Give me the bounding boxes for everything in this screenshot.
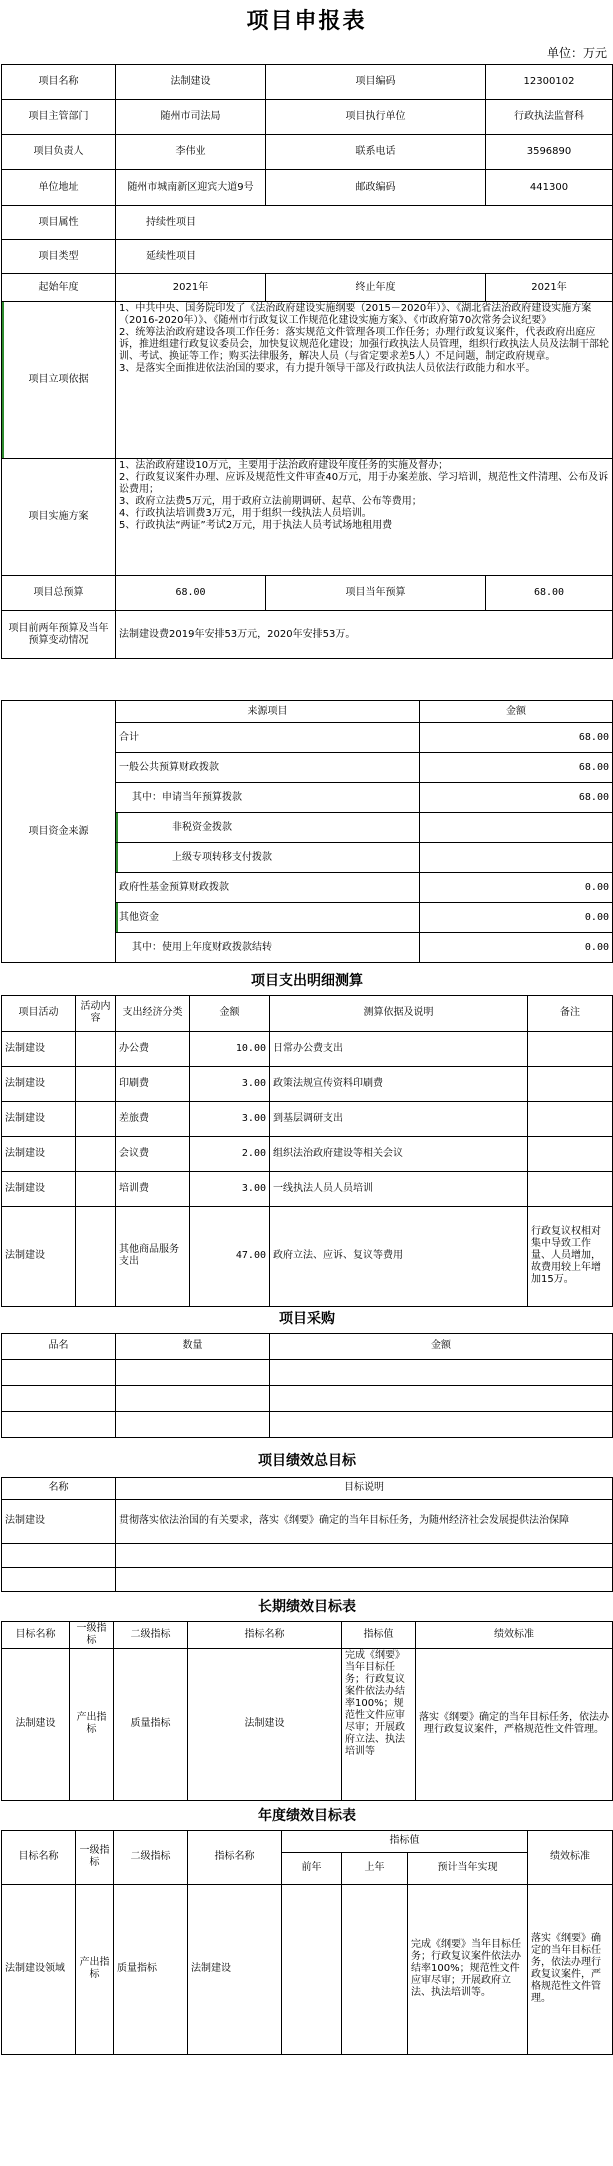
funds-label: 项目资金来源	[2, 701, 116, 963]
purchase-header: 品名	[2, 1333, 116, 1359]
attr-value: 持续性项目	[116, 206, 613, 240]
funds-row: 其中：使用上年度财政拨款结转	[116, 933, 420, 963]
expense-cls: 培训费	[116, 1171, 190, 1206]
expense-cls: 会议费	[116, 1136, 190, 1171]
funds-amount-header: 金额	[420, 701, 613, 723]
longterm-value: 完成《纲要》当年目标任务；行政复议案件依法办结率100%；规范性文件应审尽审；开展政府立法、执法培训等	[342, 1648, 416, 1800]
change-label: 项目前两年预算及当年预算变动情况	[2, 611, 116, 659]
expense-cls: 办公费	[116, 1031, 190, 1066]
project-code-label: 项目编码	[266, 65, 486, 100]
purchase-title: 项目采购	[279, 1310, 336, 1327]
perf-header: 目标说明	[116, 1477, 613, 1499]
expense-basis: 到基层调研支出	[270, 1101, 528, 1136]
change-text: 法制建设费2019年安排53万元，2020年安排53万。	[116, 611, 613, 659]
expense-basis: 政府立法、应诉、复议等费用	[270, 1206, 528, 1306]
perf-desc: 贯彻落实依法治国的有关要求，落实《纲要》确定的当年目标任务，为随州经济社会发展提供法治保障	[116, 1499, 613, 1543]
unit-label: 单位：万元	[546, 46, 607, 60]
funds-amount: 68.00	[420, 723, 613, 753]
type-label: 项目类型	[2, 240, 116, 274]
annual-table	[1, 1802, 613, 2055]
start-value: 2021年	[116, 274, 266, 302]
table-row	[2, 1543, 613, 1567]
annual-header: 一级指标	[76, 1830, 114, 1884]
table-row	[2, 1385, 613, 1411]
funds-row: 上级专项转移支付拨款	[116, 843, 420, 873]
funds-amount: 68.00	[420, 783, 613, 813]
table-row	[2, 1101, 613, 1136]
longterm-lv2: 质量指标	[114, 1648, 188, 1800]
expense-amount: 3.00	[190, 1171, 270, 1206]
expense-amount: 2.00	[190, 1136, 270, 1171]
basis-label: 项目立项依据	[2, 302, 116, 459]
project-name: 法制建设	[116, 65, 266, 100]
expense-act: 法制建设	[2, 1101, 76, 1136]
annual-header: 二级指标	[114, 1830, 188, 1884]
funds-row: 非税资金拨款	[116, 813, 420, 843]
expense-header: 项目活动	[2, 995, 76, 1031]
funds-amount	[420, 843, 613, 873]
funds-row: 其他资金	[116, 903, 420, 933]
longterm-header: 指标值	[342, 1621, 416, 1648]
annual-lv1: 产出指标	[76, 1884, 114, 2054]
funds-row: 一般公共预算财政拨款	[116, 753, 420, 783]
expense-content	[76, 1206, 116, 1306]
longterm-table	[1, 1593, 613, 1801]
postcode-value: 441300	[486, 170, 613, 206]
table-row	[2, 1567, 613, 1591]
annual-expect: 完成《纲要》当年目标任务；行政复议案件依法办结率100%；规范性文件应审尽审；开展政府立法、执法培训等。	[408, 1884, 528, 2054]
expense-content	[76, 1171, 116, 1206]
expense-act: 法制建设	[2, 1171, 76, 1206]
exec-label: 项目执行单位	[266, 100, 486, 135]
funds-row: 其中：申请当年预算拨款	[116, 783, 420, 813]
annual-prev2	[282, 1884, 342, 2054]
longterm-std: 落实《纲要》确定的当年目标任务，依法办理行政复议案件，严格规范性文件管理。	[416, 1648, 613, 1800]
expense-note	[528, 1136, 613, 1171]
expense-header: 支出经济分类	[116, 995, 190, 1031]
expense-header: 备注	[528, 995, 613, 1031]
annual-header: 绩效标准	[528, 1830, 613, 1884]
attr-label: 项目属性	[2, 206, 116, 240]
phone-value: 3596890	[486, 135, 613, 170]
funds-row: 合计	[116, 723, 420, 753]
table-row	[2, 1031, 613, 1066]
expense-content	[76, 1136, 116, 1171]
expense-act: 法制建设	[2, 1031, 76, 1066]
expense-amount: 10.00	[190, 1031, 270, 1066]
address-value: 随州市城南新区迎宾大道9号	[116, 170, 266, 206]
purchase-header: 数量	[116, 1333, 270, 1359]
dept-label: 项目主管部门	[2, 100, 116, 135]
annual-header: 前年	[282, 1852, 342, 1884]
expense-amount: 3.00	[190, 1066, 270, 1101]
annual-title: 年度绩效目标表	[258, 1807, 356, 1824]
end-value: 2021年	[486, 274, 613, 302]
expense-title: 项目支出明细测算	[251, 972, 364, 989]
perf-name: 法制建设	[2, 1499, 116, 1543]
funds-amount: 68.00	[420, 753, 613, 783]
longterm-lv1: 产出指标	[70, 1648, 114, 1800]
annual-indicator: 法制建设	[188, 1884, 282, 2054]
annual-header: 指标值	[282, 1830, 528, 1852]
table-row	[2, 1359, 613, 1385]
expense-note	[528, 1171, 613, 1206]
expense-basis: 组织法治政府建设等相关会议	[270, 1136, 528, 1171]
expense-table	[1, 967, 613, 1307]
expense-basis: 日常办公费支出	[270, 1031, 528, 1066]
longterm-header: 绩效标准	[416, 1621, 613, 1648]
start-label: 起始年度	[2, 274, 116, 302]
project-name-label: 项目名称	[2, 65, 116, 100]
exec-value: 行政执法监督科	[486, 100, 613, 135]
table-row	[2, 1206, 613, 1306]
expense-act: 法制建设	[2, 1206, 76, 1306]
expense-note	[528, 1031, 613, 1066]
longterm-header: 二级指标	[114, 1621, 188, 1648]
funds-amount: 0.00	[420, 933, 613, 963]
longterm-header: 指标名称	[188, 1621, 342, 1648]
annual-std: 落实《纲要》确定的当年目标任务，依法办理行政复议案件，严格规范性文件管理。	[528, 1884, 613, 2054]
expense-note	[528, 1101, 613, 1136]
expense-note	[528, 1066, 613, 1101]
expense-content	[76, 1031, 116, 1066]
funds-source-header: 来源项目	[116, 701, 420, 723]
annual-header: 目标名称	[2, 1830, 76, 1884]
perf-table	[1, 1445, 613, 1592]
longterm-header: 一级指标	[70, 1621, 114, 1648]
longterm-name: 法制建设	[2, 1648, 70, 1800]
expense-cls: 差旅费	[116, 1101, 190, 1136]
funds-amount: 0.00	[420, 873, 613, 903]
year-budget-value: 68.00	[486, 576, 613, 611]
expense-note: 行政复议权相对集中导致工作量、人员增加，故费用较上年增加15万。	[528, 1206, 613, 1306]
dept-value: 随州市司法局	[116, 100, 266, 135]
expense-basis: 一线执法人员人员培训	[270, 1171, 528, 1206]
annual-header: 指标名称	[188, 1830, 282, 1884]
total-label: 项目总预算	[2, 576, 116, 611]
basic-info-table	[1, 64, 613, 659]
perf-header: 名称	[2, 1477, 116, 1499]
longterm-title: 长期绩效目标表	[258, 1598, 357, 1615]
funds-amount: 0.00	[420, 903, 613, 933]
expense-header: 测算依据及说明	[270, 995, 528, 1031]
expense-cls: 印刷费	[116, 1066, 190, 1101]
postcode-label: 邮政编码	[266, 170, 486, 206]
expense-header: 活动内容	[76, 995, 116, 1031]
expense-basis: 政策法规宣传资料印刷费	[270, 1066, 528, 1101]
annual-lv2: 质量指标	[114, 1884, 188, 2054]
address-label: 单位地址	[2, 170, 116, 206]
expense-content	[76, 1066, 116, 1101]
phone-label: 联系电话	[266, 135, 486, 170]
funds-row: 政府性基金预算财政拨款	[116, 873, 420, 903]
page-title: 项目申报表	[246, 9, 367, 34]
person-value: 李伟业	[116, 135, 266, 170]
annual-name: 法制建设领域	[2, 1884, 76, 2054]
purchase-table	[1, 1305, 613, 1438]
annual-header: 上年	[342, 1852, 408, 1884]
expense-content	[76, 1101, 116, 1136]
perf-title: 项目绩效总目标	[258, 1452, 356, 1469]
table-row	[2, 1171, 613, 1206]
total-value: 68.00	[116, 576, 266, 611]
table-row	[2, 1136, 613, 1171]
expense-act: 法制建设	[2, 1066, 76, 1101]
annual-header: 预计当年实现	[408, 1852, 528, 1884]
annual-prev1	[342, 1884, 408, 2054]
expense-amount: 3.00	[190, 1101, 270, 1136]
plan-label: 项目实施方案	[2, 459, 116, 576]
longterm-header: 目标名称	[2, 1621, 70, 1648]
funds-amount	[420, 813, 613, 843]
expense-act: 法制建设	[2, 1136, 76, 1171]
type-value: 延续性项目	[116, 240, 613, 274]
year-budget-label: 项目当年预算	[266, 576, 486, 611]
expense-amount: 47.00	[190, 1206, 270, 1306]
expense-header: 金额	[190, 995, 270, 1031]
table-row	[2, 1411, 613, 1437]
purchase-header: 金额	[270, 1333, 613, 1359]
person-label: 项目负责人	[2, 135, 116, 170]
end-label: 终止年度	[266, 274, 486, 302]
funds-table	[1, 700, 613, 963]
basis-text: 1、中共中央、国务院印发了《法治政府建设实施纲要（2015－2020年）》、《湖北省法治政府建设实施方案（2016-2020年）》、《随州市行政复议工作规范化建设实施方案》、《市政府第70次常务会议纪要》 2、统筹法治政府建设各项工作任务：落实规范文件管理各项工作任务；办理行政复议案件，代表政府出庭应诉，推进组建行政复议委员会，加快复议规范化建设；加强行政执法人员管理，组织行政执法人员及法制干部轮训、考试、换证等工作；购买法律服务，解决人员（与省定要求差5人）不足问题，制定政府规章。 3、是落实全面推进依法治国的要求，有力提升领导干部及行政执法人员依法行政能力和水平。	[116, 302, 613, 459]
plan-text: 1、法治政府建设10万元，主要用于法治政府建设年度任务的实施及督办； 2、行政复议案件办理、应诉及规范性文件审查40万元，用于办案差旅、学习培训，规范性文件清理、公布及诉讼费用； 3、政府立法费5万元，用于政府立法前期调研、起草、公布等费用； 4、行政执法培训费3万元，用于组织一线执法人员培训。 5、行政执法“两证”考试2万元，用于执法人员考试场地租用费	[116, 459, 613, 576]
expense-cls: 其他商品服务支出	[116, 1206, 190, 1306]
table-row	[2, 1066, 613, 1101]
project-code: 12300102	[486, 65, 613, 100]
longterm-indicator: 法制建设	[188, 1648, 342, 1800]
